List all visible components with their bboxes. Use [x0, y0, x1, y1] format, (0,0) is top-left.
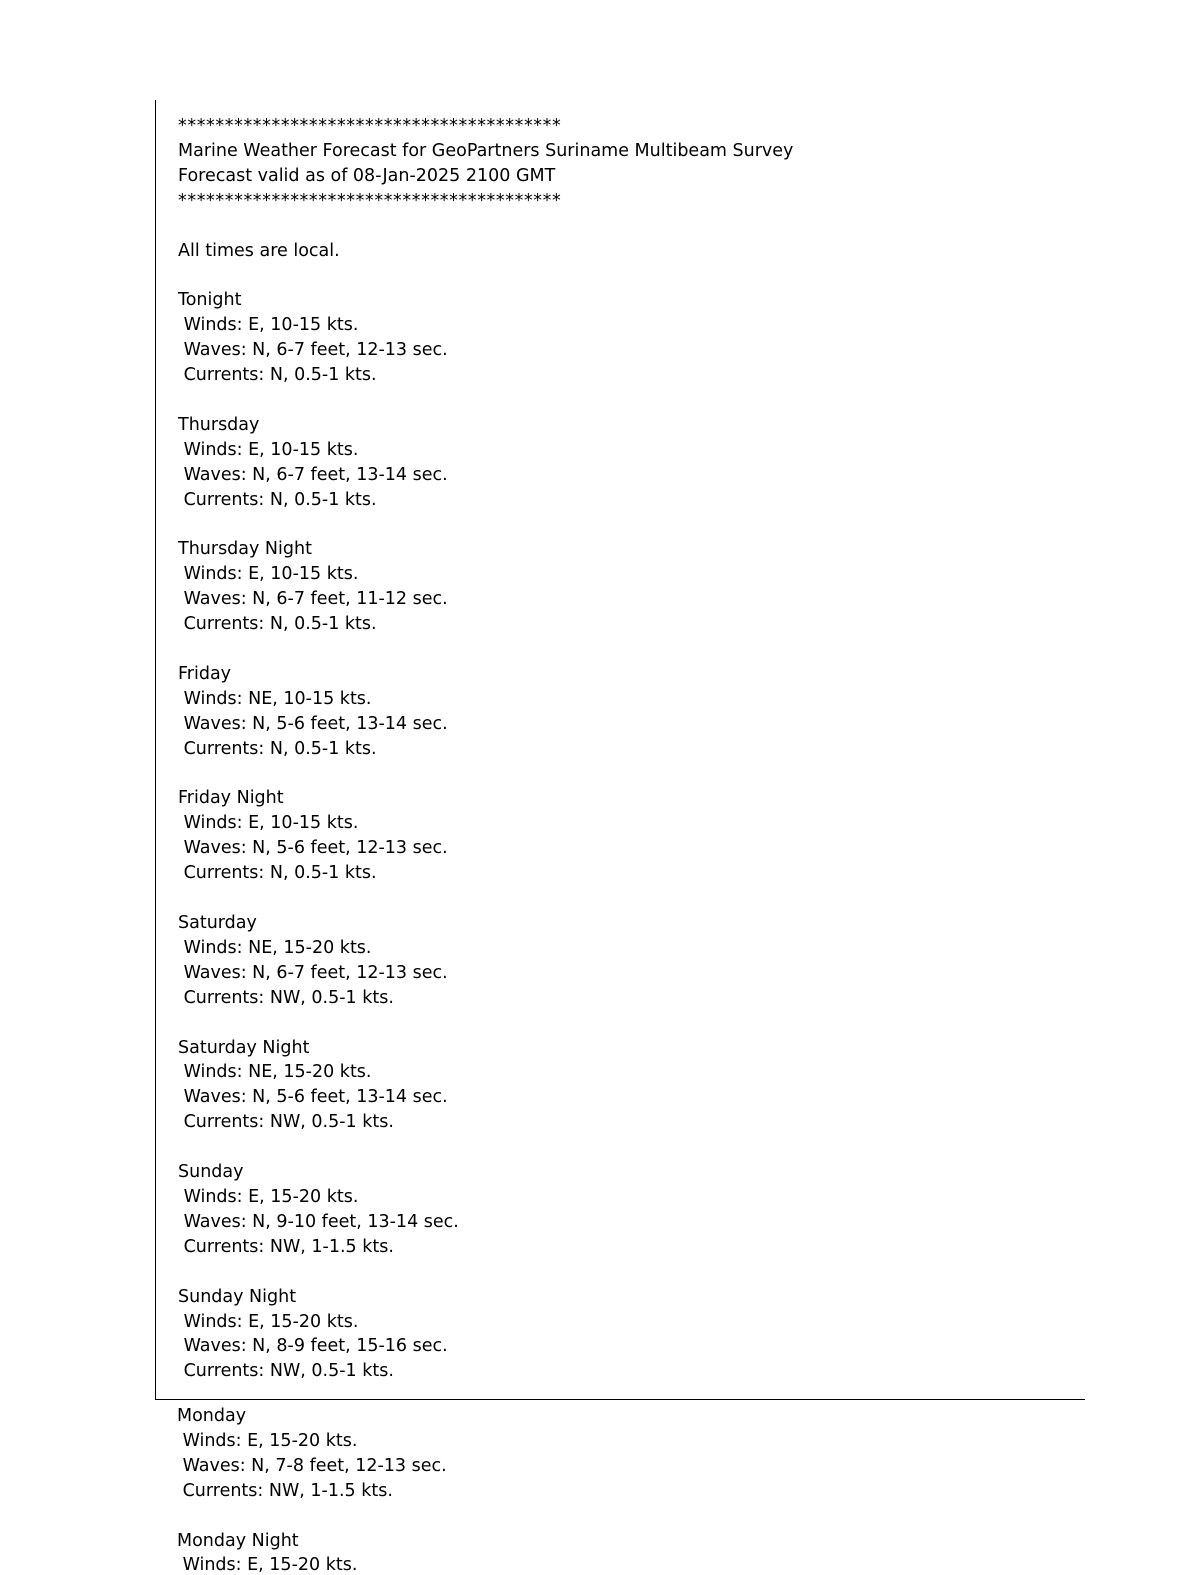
period-name: Sunday Night: [178, 1286, 297, 1307]
period-waves: Waves: N, 6-7 feet, 11-12 sec.: [178, 589, 448, 610]
forecast-period: [178, 662, 1085, 762]
forecast-period: [178, 1036, 1085, 1136]
spacer: [178, 637, 1085, 662]
spacer: [178, 1011, 1085, 1036]
period-waves: Waves: N, 5-6 feet, 13-14 sec.: [178, 1087, 448, 1108]
period-name: Thursday Night: [178, 539, 312, 560]
forecast-period: [177, 1529, 1085, 1575]
period-name: Sunday: [178, 1162, 244, 1183]
period-winds: Winds: E, 15-20 kts.: [178, 1311, 359, 1332]
period-waves: Waves: N, 8-9 feet, 15-16 sec.: [178, 1336, 448, 1357]
period-currents: Currents: NW, 0.5-1 kts.: [178, 1361, 394, 1382]
period-name: Monday Night: [177, 1530, 299, 1551]
period-waves: Waves: N, 7-8 feet, 12-13 sec.: [177, 1455, 447, 1476]
spacer: [178, 762, 1085, 787]
period-winds: Winds: E, 10-15 kts.: [178, 564, 359, 585]
period-waves: Waves: N, 9-10 feet, 13-14 sec.: [178, 1211, 459, 1232]
period-currents: Currents: NW, 1-1.5 kts.: [178, 1236, 394, 1257]
period-name: Tonight: [178, 290, 242, 311]
period-winds: Winds: E, 10-15 kts.: [178, 813, 359, 834]
period-waves: Waves: N, 5-6 feet, 12-13 sec.: [178, 838, 448, 859]
period-currents: Currents: N, 0.5-1 kts.: [178, 614, 377, 635]
spacer: [178, 513, 1085, 538]
forecast-period: [178, 537, 1085, 637]
period-currents: Currents: N, 0.5-1 kts.: [178, 863, 377, 884]
spacer: [178, 886, 1085, 911]
forecast-text-frame: [155, 100, 1085, 1400]
divider-line-top: *****************************************: [178, 116, 562, 136]
period-currents: Currents: NW, 0.5-1 kts.: [178, 1112, 394, 1133]
spacer: [178, 1135, 1085, 1160]
spacer: [178, 388, 1085, 413]
period-winds: Winds: NE, 15-20 kts.: [178, 937, 372, 958]
divider-line-bottom: *****************************************: [178, 190, 562, 211]
period-winds: Winds: E, 10-15 kts.: [178, 315, 359, 336]
period-currents: Currents: NW, 1-1.5 kts.: [177, 1480, 393, 1501]
period-winds: Winds: E, 10-15 kts.: [178, 439, 359, 460]
period-name: Saturday Night: [178, 1037, 310, 1058]
spacer: [178, 214, 1085, 239]
period-waves: Waves: N, 6-7 feet, 13-14 sec.: [178, 464, 448, 485]
period-currents: Currents: N, 0.5-1 kts.: [178, 489, 377, 510]
period-waves: Waves: N, 6-7 feet, 12-13 sec.: [178, 340, 448, 361]
document-title: Marine Weather Forecast for GeoPartners Suriname Multibeam Survey: [178, 140, 794, 161]
period-winds: Winds: NE, 10-15 kts.: [178, 688, 372, 709]
forecast-period: [177, 1404, 1085, 1504]
spacer: [177, 1504, 1085, 1529]
period-name: Monday: [177, 1406, 247, 1426]
period-currents: Currents: N, 0.5-1 kts.: [178, 738, 377, 759]
forecast-period: [178, 911, 1085, 1011]
period-winds: Winds: NE, 15-20 kts.: [178, 1062, 372, 1083]
forecast-period: [178, 413, 1085, 513]
timezone-note: All times are local.: [178, 240, 340, 261]
spacer: [178, 263, 1085, 288]
period-winds: Winds: E, 15-20 kts.: [178, 1186, 359, 1207]
period-winds: Winds: E, 15-20 kts.: [177, 1555, 358, 1575]
period-currents: Currents: NW, 0.5-1 kts.: [178, 987, 394, 1008]
period-name: Thursday: [178, 414, 260, 435]
forecast-period: [178, 1160, 1085, 1260]
forecast-period: [178, 288, 1085, 388]
period-winds: Winds: E, 15-20 kts.: [177, 1430, 358, 1451]
forecast-period: [178, 1285, 1085, 1385]
forecast-body: [156, 100, 1085, 1384]
spacer: [178, 1260, 1085, 1285]
period-currents: Currents: N, 0.5-1 kts.: [178, 365, 377, 386]
period-name: Friday: [178, 663, 232, 684]
period-waves: Waves: N, 6-7 feet, 12-13 sec.: [178, 962, 448, 983]
period-name: Saturday: [178, 913, 257, 933]
forecast-validity: Forecast valid as of 08-Jan-2025 2100 GMT: [178, 165, 556, 186]
forecast-period: [178, 786, 1085, 886]
forecast-overflow-body: [155, 1404, 1085, 1575]
period-name: Friday Night: [178, 788, 284, 809]
period-waves: Waves: N, 5-6 feet, 13-14 sec.: [178, 713, 448, 734]
